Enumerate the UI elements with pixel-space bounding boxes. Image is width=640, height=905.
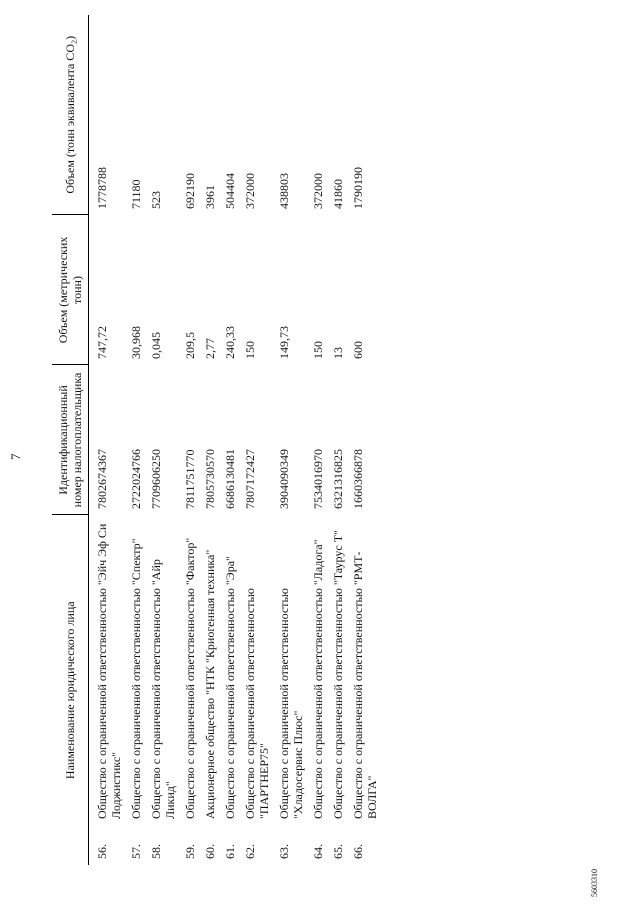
header-inn: Идентификационный номер налогоплательщика bbox=[52, 365, 89, 515]
entity-name: Общество с ограниченной ответственностью "Таурус Т" bbox=[331, 530, 345, 819]
entity-inn: 3904090349 bbox=[277, 449, 291, 509]
row-number: 63. bbox=[277, 844, 291, 859]
entity-name: Общество с ограниченной ответственностью "Фактор" bbox=[183, 537, 197, 819]
entity-inn: 1660366878 bbox=[351, 449, 365, 509]
row-number: 61. bbox=[223, 844, 237, 859]
volume-mt: 747,72 bbox=[95, 326, 109, 359]
footer-code: 5603310 bbox=[590, 869, 599, 897]
table-row bbox=[325, 15, 345, 865]
volume-mt: 0,045 bbox=[149, 332, 163, 359]
row-number: 65. bbox=[331, 844, 345, 859]
row-number: 59. bbox=[183, 844, 197, 859]
legal-entities-table bbox=[52, 15, 379, 865]
volume-co2: 3961 bbox=[203, 185, 217, 209]
entity-inn: 6321316825 bbox=[331, 449, 345, 509]
volume-mt: 150 bbox=[243, 341, 257, 359]
volume-mt: 149,73 bbox=[277, 326, 291, 359]
row-number: 64. bbox=[311, 844, 325, 859]
entity-inn: 7807172427 bbox=[243, 449, 257, 509]
volume-co2: 438803 bbox=[277, 173, 291, 209]
volume-mt: 2,77 bbox=[203, 338, 217, 359]
volume-co2: 1778788 bbox=[95, 167, 109, 209]
entity-name: Общество с ограниченной ответственностью "Спектр" bbox=[129, 538, 143, 819]
table-row bbox=[143, 15, 177, 865]
table-header-row bbox=[52, 15, 89, 865]
volume-co2: 372000 bbox=[243, 173, 257, 209]
volume-mt: 30,968 bbox=[129, 326, 143, 359]
volume-co2: 372000 bbox=[311, 173, 325, 209]
page-number: 7 bbox=[8, 453, 23, 460]
table-row bbox=[345, 15, 379, 865]
entity-name: Общество с ограниченной ответственностью "ПАРТНЕР75" bbox=[243, 588, 271, 819]
entity-inn: 7811751770 bbox=[183, 449, 197, 509]
entity-name: Общество с ограниченной ответственностью "Эйч Эф Си Лоджистикс" bbox=[95, 523, 123, 819]
entity-inn: 7534016970 bbox=[311, 449, 325, 509]
entity-inn: 7805730570 bbox=[203, 449, 217, 509]
volume-mt: 600 bbox=[351, 341, 365, 359]
volume-mt: 13 bbox=[331, 347, 345, 359]
entity-inn: 2722024766 bbox=[129, 449, 143, 509]
table-row bbox=[89, 15, 124, 865]
volume-mt: 240,33 bbox=[223, 326, 237, 359]
row-number: 62. bbox=[243, 844, 257, 859]
volume-mt: 209,5 bbox=[183, 332, 197, 359]
table-row bbox=[237, 15, 271, 865]
table-row bbox=[197, 15, 217, 865]
entity-inn: 7802674367 bbox=[95, 449, 109, 509]
volume-co2: 523 bbox=[149, 191, 163, 209]
entity-name: Общество с ограниченной ответственностью "Эра" bbox=[223, 556, 237, 819]
entity-inn: 7709606250 bbox=[149, 449, 163, 509]
entity-name: Общество с ограниченной ответственностью "Хладосервис Плюс" bbox=[277, 588, 305, 819]
volume-co2: 71180 bbox=[129, 179, 143, 209]
row-number: 57. bbox=[129, 844, 143, 859]
header-name: Наименование юридического лица bbox=[52, 515, 89, 865]
volume-mt: 150 bbox=[311, 341, 325, 359]
table-row bbox=[217, 15, 237, 865]
volume-co2: 692190 bbox=[183, 173, 197, 209]
volume-co2: 1790190 bbox=[351, 167, 365, 209]
volume-co2: 504404 bbox=[223, 173, 237, 209]
row-number: 60. bbox=[203, 844, 217, 859]
row-number: 56. bbox=[95, 844, 109, 859]
entity-name: Общество с ограниченной ответственностью "Айр Ликид" bbox=[149, 559, 177, 819]
row-number: 66. bbox=[351, 844, 365, 859]
entity-name: Акционерное общество "НТК "Криогенная техника" bbox=[203, 549, 217, 819]
header-volume-mt: Объем (метрических тонн) bbox=[52, 215, 89, 365]
entity-inn: 6686130481 bbox=[223, 449, 237, 509]
table-row bbox=[177, 15, 197, 865]
row-number: 58. bbox=[149, 844, 163, 859]
table-body bbox=[89, 15, 380, 865]
volume-co2: 41860 bbox=[331, 179, 345, 209]
table-row bbox=[271, 15, 305, 865]
header-volume-co2: Объем (тонн эквивалента CO₂) bbox=[52, 15, 89, 215]
entity-name: Общество с ограниченной ответственностью "РМТ-ВОЛГА" bbox=[351, 551, 379, 819]
entity-name: Общество с ограниченной ответственностью "Ладога" bbox=[311, 539, 325, 819]
table-row bbox=[305, 15, 325, 865]
table-row bbox=[123, 15, 143, 865]
